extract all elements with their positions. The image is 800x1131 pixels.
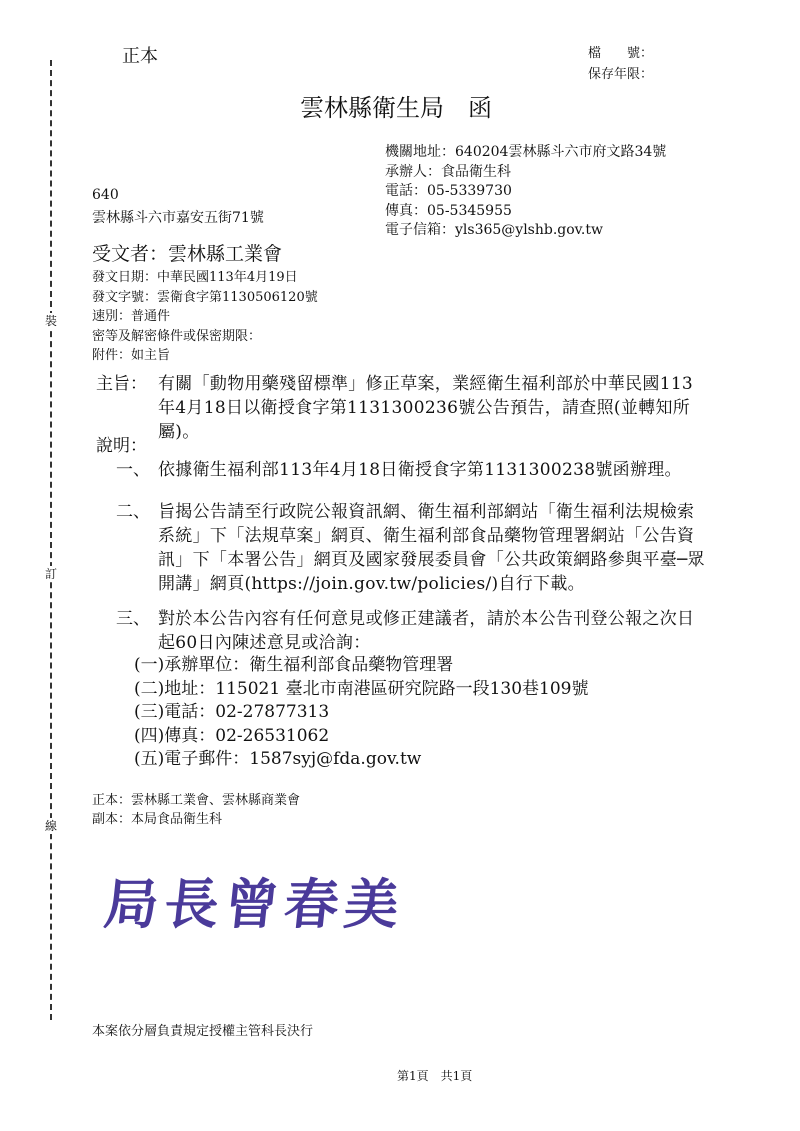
binding-mark-line: 線 [44, 819, 57, 833]
agency-phone: 電話：05-5339730 [385, 183, 512, 199]
item-1-text: 依據衛生福利部113年4月18日衛授食字第1131300238號函辦理。 [158, 460, 682, 480]
contact-email: (五)電子郵件：1587syj@fda.gov.tw [134, 749, 422, 769]
recipient: 受文者：雲林縣工業會 [92, 243, 283, 265]
item-1-number: 一、 [116, 460, 150, 480]
agency-address: 機關地址：640204雲林縣斗六市府文路34號 [385, 144, 667, 160]
subject-text: 有關「動物用藥殘留標準」修正草案，業經衛生福利部於中華民國113年4月18日以衛授食字第1131300236號公告預告，請查照(並轉知所屬)。 [158, 374, 694, 442]
contact-list [134, 654, 588, 772]
secrecy-level: 密等及解密條件或保密期限： [92, 328, 262, 344]
subject-label: 主旨： [96, 374, 147, 394]
document-meta [92, 268, 318, 366]
recipient-address: 雲林縣斗六市嘉安五街71號 [92, 210, 264, 226]
retention-label: 保存年限： [588, 67, 654, 82]
binding-dashed-line [50, 60, 52, 1020]
binding-mark-staple: 訂 [44, 567, 57, 581]
page-number: 第1頁 共1頁 [397, 1069, 473, 1083]
delegation-note: 本案依分層負責規定授權主管科長決行 [92, 1024, 314, 1039]
speed-category: 速別：普通件 [92, 309, 171, 324]
director-signature-stamp: 局長曾春美 [101, 872, 408, 936]
document-title: 雲林縣衛生局 函 [300, 94, 492, 122]
contact-unit: (一)承辦單位：衛生福利部食品藥物管理署 [134, 655, 454, 675]
agency-email: 電子信箱：yls365@ylshb.gov.tw [385, 222, 603, 238]
item-2-number: 二、 [116, 502, 150, 522]
contact-fax: (四)傳真：02-26531062 [134, 725, 330, 746]
binding-mark-bind: 裝 [44, 314, 57, 328]
document-number: 發文字號：雲衛食字第1130506120號 [92, 289, 318, 305]
agency-info [385, 143, 666, 241]
copy-label: 正本 [122, 46, 158, 67]
contact-address: (二)地址：115021 臺北市南港區研究院路一段130巷109號 [134, 678, 589, 699]
contact-phone: (三)電話：02-27877313 [134, 702, 330, 722]
explanation-label: 說明： [96, 436, 147, 456]
recipient-postcode: 640 [92, 187, 119, 203]
agency-handler: 承辦人：食品衛生科 [385, 163, 511, 180]
file-number-label: 檔 號： [588, 46, 654, 61]
agency-fax: 傳真：05-5345955 [385, 202, 512, 219]
item-3-text: 對於本公告內容有任何意見或修正建議者，請於本公告刊登公報之次日起60日內陳述意見或洽詢： [158, 609, 695, 653]
item-3-number: 三、 [116, 609, 150, 629]
item-2-text: 旨揭公告請至行政院公報資訊網、衛生福利部網站「衛生福利法規檢索系統」下「法規草案」網頁、衛生福利部食品藥物管理署網站「公告資訊」下「本署公告」網頁及國家發展委員會「公共政策網路參與平臺─眾開講」網頁(https://join.gov.tw/policies/)自行下載。 [158, 502, 705, 594]
original-recipients: 正本：雲林縣工業會、雲林縣商業會 [92, 793, 301, 808]
attachment: 附件：如主旨 [92, 348, 171, 363]
copy-recipients: 副本：本局食品衛生科 [92, 812, 223, 827]
issue-date: 發文日期：中華民國113年4月19日 [92, 270, 298, 285]
distribution [92, 791, 300, 829]
